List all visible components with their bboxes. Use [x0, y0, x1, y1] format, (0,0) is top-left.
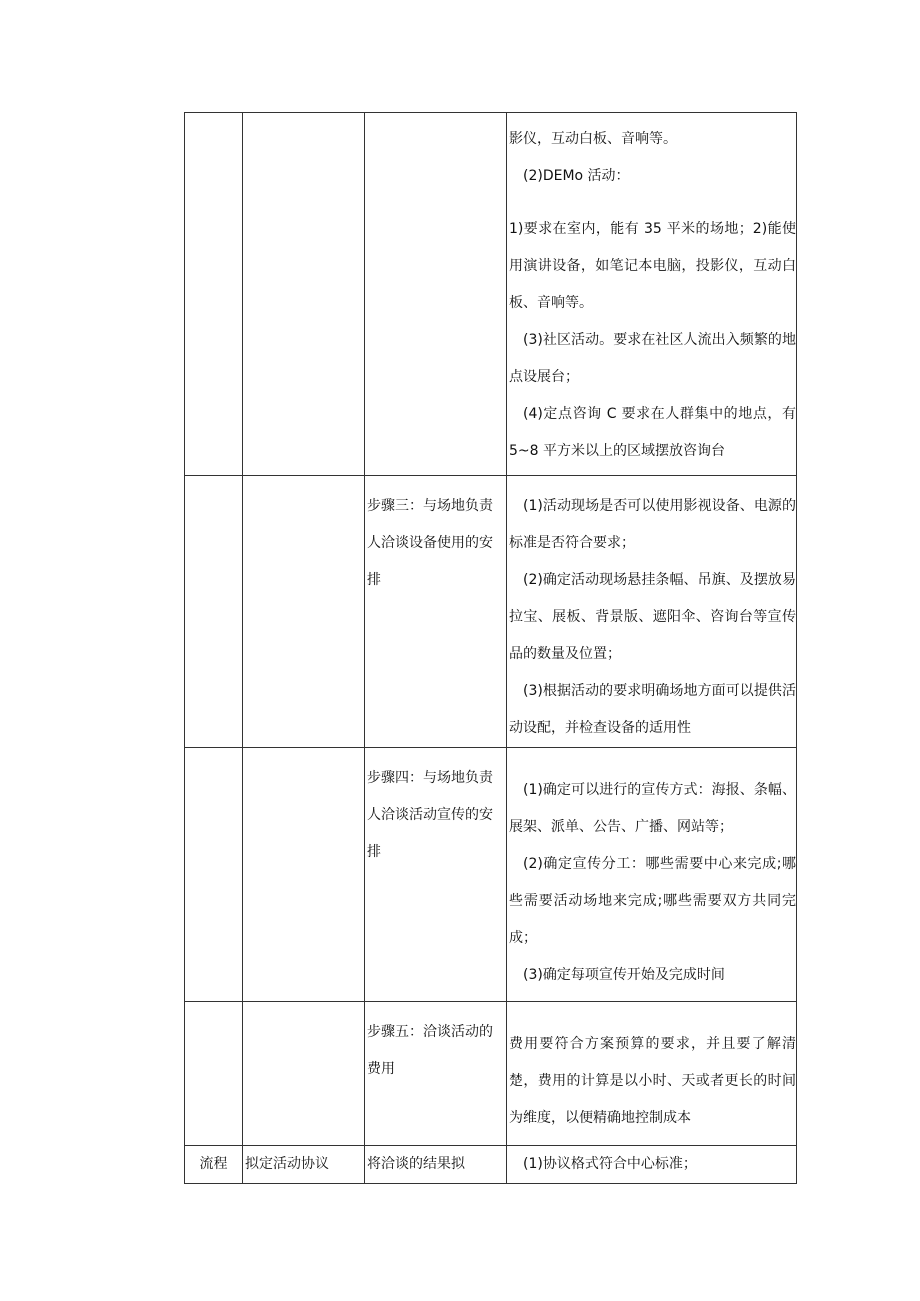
content-line: 影仪，互动白板、音响等。: [509, 131, 677, 147]
table-cell-process: [185, 1146, 243, 1184]
table-cell-process: [185, 476, 243, 748]
table-cell-task: [243, 476, 365, 748]
step-label: 步骤五：洽谈活动的费用: [367, 1024, 493, 1077]
table-cell-task: [243, 1146, 365, 1184]
table-row: [185, 1146, 797, 1184]
table-cell-step: [365, 748, 507, 1002]
content-line: (4)定点咨询 C 要求在人群集中的地点，有 5~8 平方米以上的区域摆放咨询台: [509, 406, 796, 459]
content-line: (2)确定活动现场悬挂条幅、吊旗、及摆放易拉宝、展板、背景版、遮阳伞、咨询台等宣传品的数量及位置；: [509, 572, 796, 662]
content-line: (1)确定可以进行的宣传方式：海报、条幅、展架、派单、公告、广播、网站等；: [509, 782, 796, 835]
content-line: 费用要符合方案预算的要求，并且要了解清楚，费用的计算是以小时、天或者更长的时间为维度，以便精确地控制成本: [509, 1036, 796, 1126]
content-block: [507, 748, 796, 994]
content-line: (1)协议格式符合中心标准；: [523, 1156, 697, 1172]
table-cell-step: [365, 113, 507, 476]
table-cell-step: [365, 1002, 507, 1146]
content-block: [507, 1002, 796, 1137]
table-cell-task: [243, 1002, 365, 1146]
table-cell-content: [507, 1146, 797, 1184]
content-block: [507, 113, 796, 470]
table-cell-process: [185, 113, 243, 476]
table-cell-task: [243, 113, 365, 476]
task-label: 拟定活动协议: [245, 1156, 329, 1172]
step-label: 步骤三：与场地负责人洽谈设备使用的安排: [367, 498, 493, 588]
table-cell-content: [507, 1002, 797, 1146]
table-cell-task: [243, 748, 365, 1002]
table-cell-process: [185, 748, 243, 1002]
content-line: (3)确定每项宣传开始及完成时间: [523, 967, 725, 983]
content-line: 1)要求在室内，能有 35 平米的场地；2)能使用演讲设备，如笔记本电脑，投影仪，互动白板、音响等。: [509, 221, 796, 311]
table-row: [185, 113, 797, 476]
content-line: (1)活动现场是否可以使用影视设备、电源的标准是否符合要求；: [509, 498, 796, 551]
document-table: [184, 112, 797, 1184]
table-cell-content: [507, 748, 797, 1002]
content-block: [507, 476, 796, 747]
table-row: [185, 476, 797, 748]
content-line: (3)社区活动。要求在社区人流出入频繁的地点设展台；: [509, 332, 796, 385]
table-cell-content: [507, 113, 797, 476]
table-row: [185, 748, 797, 1002]
content-line: (2)DEMo 活动：: [523, 168, 630, 184]
table-cell-content: [507, 476, 797, 748]
table-row: [185, 1002, 797, 1146]
content-line: (2)确定宣传分工：哪些需要中心来完成;哪些需要活动场地来完成;哪些需要双方共同完成；: [509, 856, 796, 946]
content-line: (3)根据活动的要求明确场地方面可以提供活动设配，并检查设备的适用性: [509, 683, 796, 736]
step-label: 步骤四：与场地负责人洽谈活动宣传的安排: [367, 770, 493, 860]
table-cell-process: [185, 1002, 243, 1146]
table-cell-step: [365, 1146, 507, 1184]
process-label: 流程: [199, 1156, 228, 1172]
step-label: 将洽谈的结果拟: [367, 1156, 465, 1172]
table-cell-step: [365, 476, 507, 748]
